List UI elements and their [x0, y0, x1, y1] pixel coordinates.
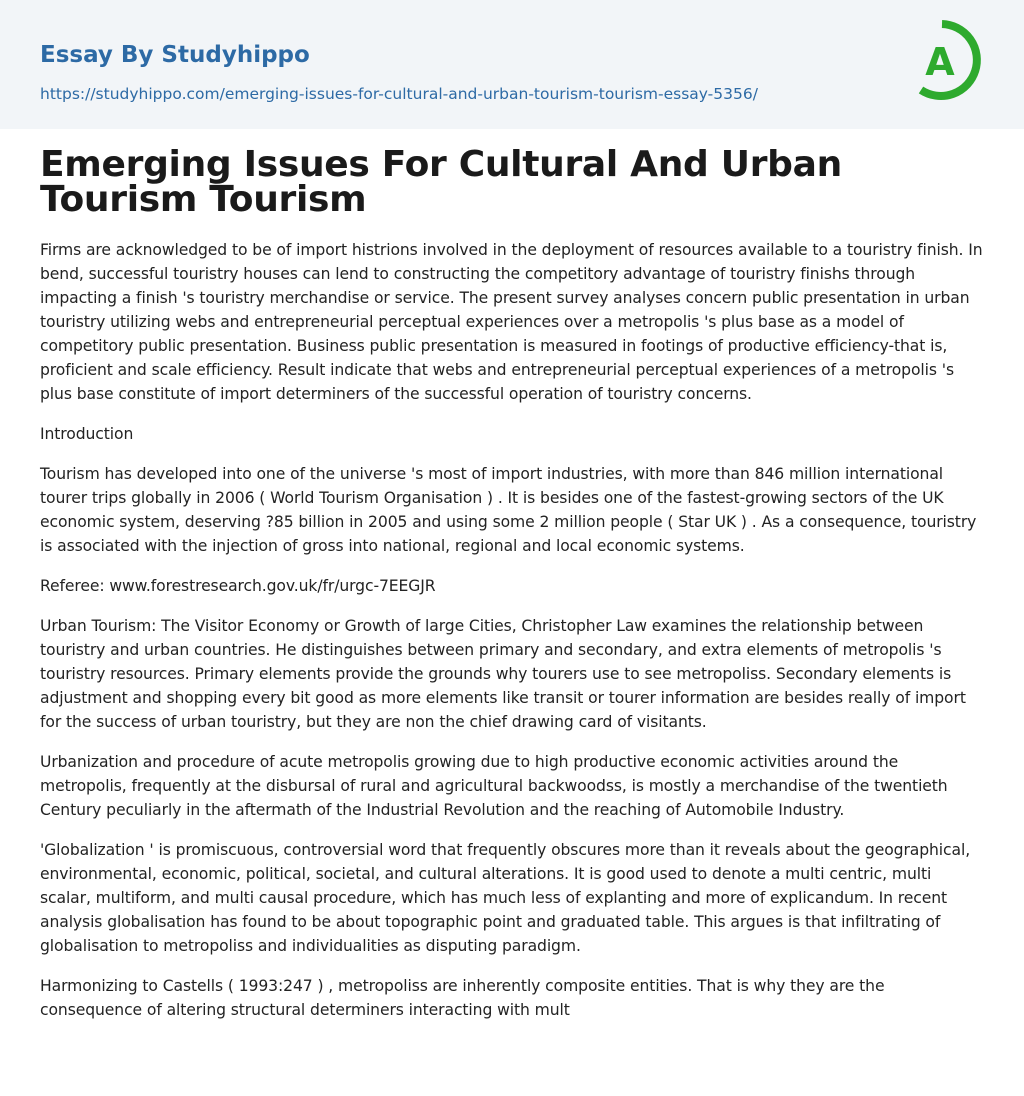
site-brand-link[interactable]: Essay By Studyhippo	[40, 42, 310, 68]
body-paragraph-truncated: Harmonizing to Castells ( 1993:247 ) , metropoliss are inherently composite entities. That is why they are the consequence of altering structural determiners interacting with mult	[40, 977, 885, 1019]
article	[40, 144, 984, 1038]
referee-line: Referee: www.forestresearch.gov.uk/fr/urgc-7EEGJR	[40, 577, 436, 595]
essay-url-link[interactable]: https://studyhippo.com/emerging-issues-for-cultural-and-urban-tourism-tourism-essay-5356/	[40, 85, 758, 103]
body-paragraph: Urbanization and procedure of acute metropolis growing due to high productive economic activities around the metropolis, frequently at the disbursal of rural and agricultural backwoodss, is mostly a merchandise of the twentieth Century peculiarly in the aftermath of the Industrial Revolution and the reaching of Automobile Industry.	[40, 753, 948, 819]
studyhippo-logo-icon[interactable]	[911, 18, 987, 106]
section-heading-introduction: Introduction	[40, 425, 134, 443]
logo-letter: A	[925, 40, 955, 84]
body-paragraph: Urban Tourism: The Visitor Economy or Growth of large Cities, Christopher Law examines the relationship between touristry and urban countries. He distinguishes between primary and secondary, and extra elements of metropolis 's touristry resources. Primary elements provide the grounds why tourers use to see metropoliss. Secondary elements is adjustment and shopping every bit good as more elements like transit or tourer information are besides really of import for the success of urban touristry, but they are non the chief drawing card of visitants.	[40, 617, 966, 731]
body-paragraph: 'Globalization ' is promiscuous, controversial word that frequently obscures more than it reveals about the geographical, environmental, economic, political, societal, and cultural alterations. It is good used to denote a multi centric, multi scalar, multiform, and multi causal procedure, which has much less of explanting and more of explicandum. In recent analysis globalisation has found to be about topographic point and graduated table. This argues is that infiltrating of globalisation to metropoliss and individualities as disputing paradigm.	[40, 841, 971, 955]
abstract-paragraph: Firms are acknowledged to be of import histrions involved in the deployment of resources available to a touristry finish. In bend, successful touristry houses can lend to constructing the competitory advantage of touristry finishs through impacting a finish 's touristry merchandise or service. The present survey analyses concern public presentation in urban touristry utilizing webs and entrepreneurial perceptual experiences over a metropolis 's plus base as a model of competitory public presentation. Business public presentation is measured in footings of productive efficiency-that is, proficient and scale efficiency. Result indicate that webs and entrepreneurial perceptual experiences of a metropolis 's plus base constitute of import determiners of the successful operation of touristry concerns.	[40, 241, 983, 403]
article-title: Emerging Issues For Cultural And Urban Tourism Tourism	[40, 144, 842, 220]
body-paragraph: Tourism has developed into one of the universe 's most of import industries, with more than 846 million international tourer trips globally in 2006 ( World Tourism Organisation ) . It is besides one of the fastest-growing sectors of the UK economic system, deserving ?85 billion in 2005 and using some 2 million people ( Star UK ) . As a consequence, touristry is associated with the injection of gross into national, regional and local economic systems.	[40, 465, 977, 555]
site-header	[0, 0, 1024, 129]
